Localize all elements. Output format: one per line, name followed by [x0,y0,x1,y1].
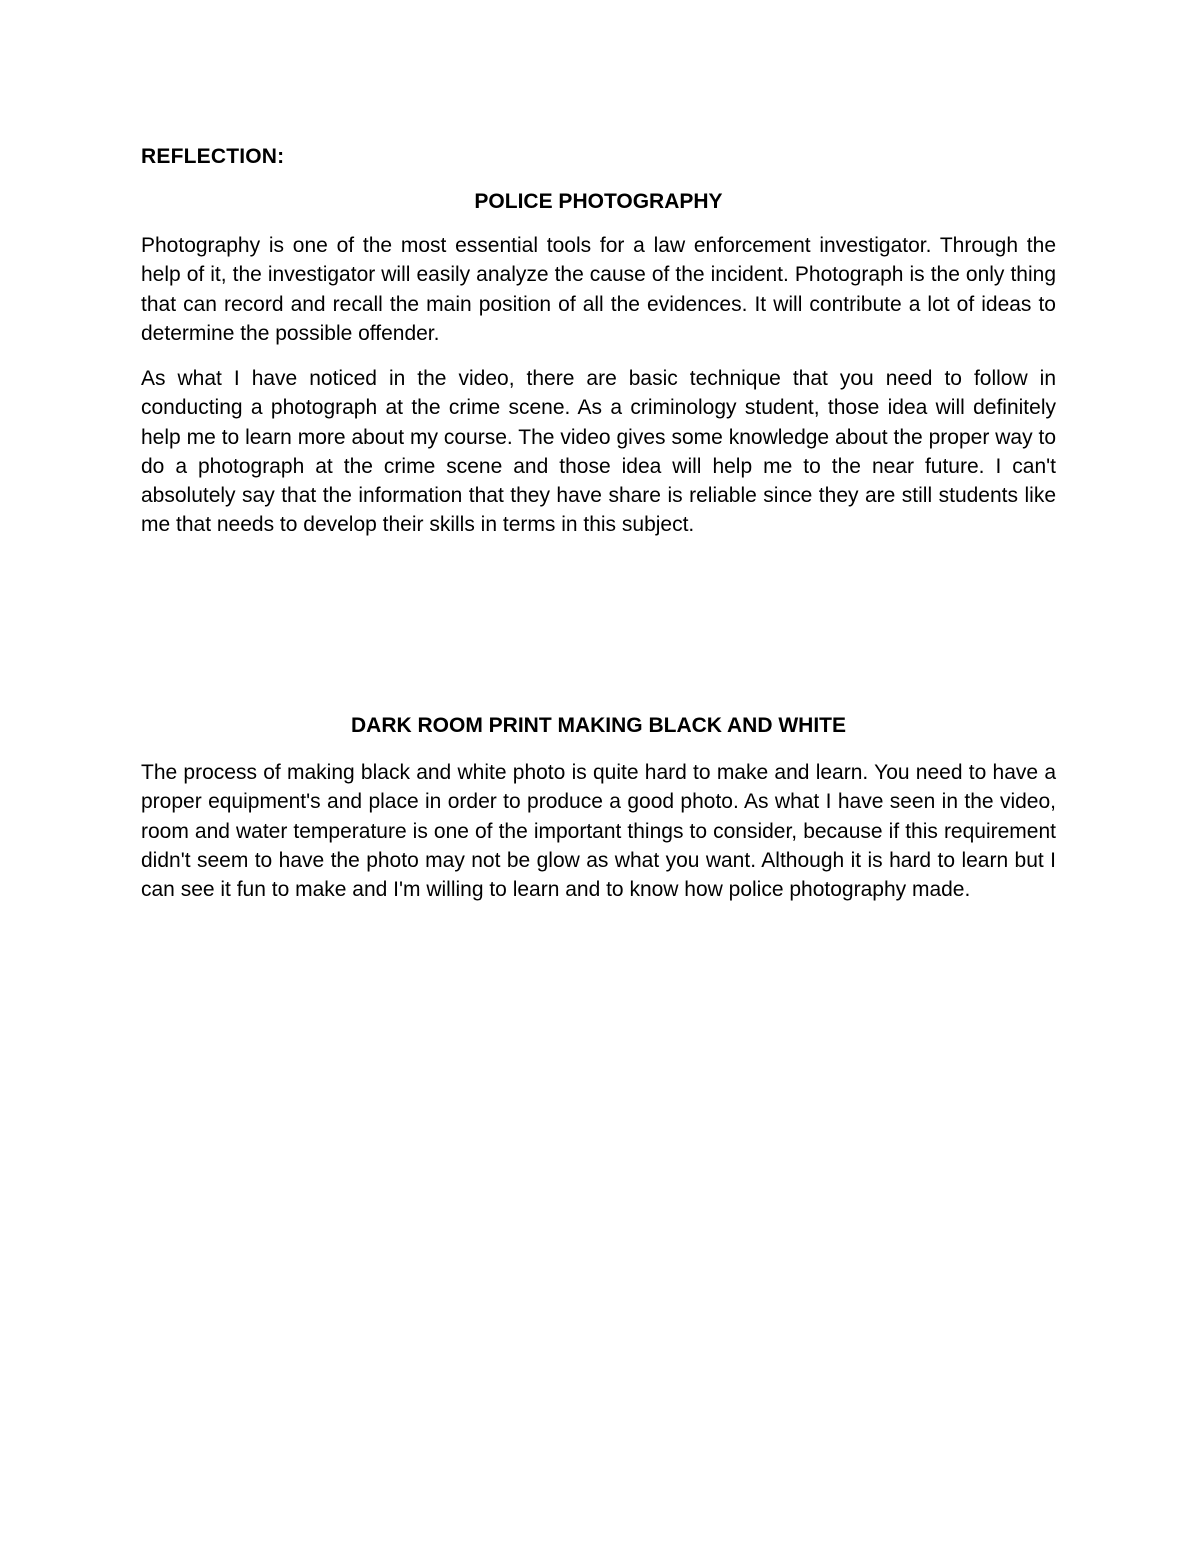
section-heading-dark-room: DARK ROOM PRINT MAKING BLACK AND WHITE [350,714,847,737]
paragraph: The process of making black and white photo is quite hard to make and learn. You need to have a proper equipment's and place in order to produce a good photo. As what I have seen in the video, room and water temperature is one of the important things to consider, because if this requirement didn't seem to have the photo may not be glow as what you want. Although it is hard to learn but I can see it fun to make and I'm willing to learn and to know how police photography made. [141,761,1056,902]
reflection-label: REFLECTION: [141,145,285,168]
paragraph: Photography is one of the most essential tools for a law enforcement investigator. Through the help of it, the investigator will easily analyze the cause of the incident. Photograph is the only thing that can record and recall the main position of all the evidences. It will contribute a lot of ideas to determine the possible offender. [141,234,1056,345]
section-heading-police-photography: POLICE PHOTOGRAPHY [474,190,723,213]
paragraph: As what I have noticed in the video, there are basic technique that you need to follow in conducting a photograph at the crime scene. As a criminology student, those idea will definitely help me to learn more about my course. The video gives some knowledge about the proper way to do a photograph at the crime scene and those idea will help me to the near future. I can't absolutely say that the information that they have share is reliable since they are still students like me that needs to develop their skills in terms in this subject. [141,367,1056,537]
